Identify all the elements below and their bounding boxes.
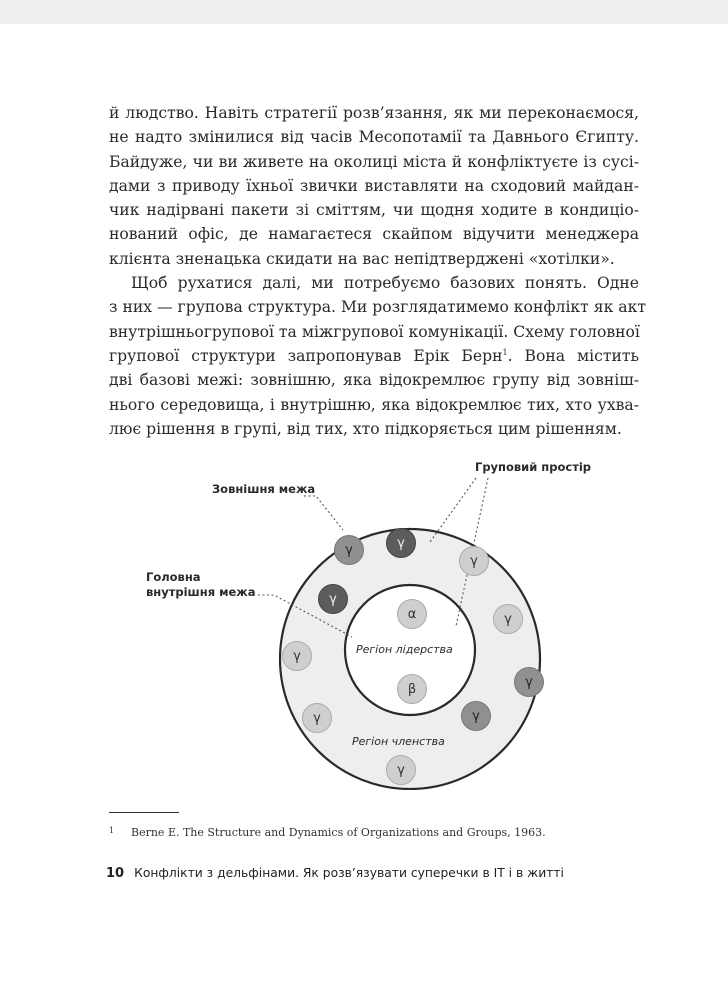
- text-line: Байдуже, чи ви живете на околиці міста й конфліктуєте із сусі-: [109, 152, 639, 171]
- gamma-node: γ: [282, 641, 312, 671]
- alpha-node: α: [397, 599, 427, 629]
- footnote-text: Berne E. The Structure and Dynamics of Organizations and Groups, 1963.: [131, 826, 546, 839]
- text-line: нього середовища, і внутрішню, яка відокремлює тих, хто ухва-: [109, 395, 639, 414]
- region-leadership-label: Регіон лідерства: [356, 643, 453, 656]
- region-membership-label: Регіон членства: [352, 735, 445, 748]
- gamma-node: γ: [493, 604, 523, 634]
- gamma-node: γ: [302, 703, 332, 733]
- footnote: [109, 826, 546, 839]
- label-inner-boundary-line2: внутрішня межа: [146, 585, 256, 599]
- top-bar: [0, 0, 728, 24]
- text-line-with-footnote: [109, 344, 639, 368]
- text-line: чик надірвані пакети зі сміттям, чи щодня ходите в кондиціо-: [109, 201, 639, 220]
- gamma-node: γ: [318, 584, 348, 614]
- gamma-node: γ: [461, 701, 491, 731]
- gamma-node: γ: [514, 667, 544, 697]
- gamma-node: γ: [459, 546, 489, 576]
- label-group-space: Груповий простір: [475, 460, 592, 474]
- footnote-reference[interactable]: 1: [502, 347, 508, 357]
- text-line: клієнта зненацька скидати на вас непідтверджені «хотілки».: [109, 249, 615, 268]
- text-line: внутрішньогрупової та міжгрупової комунікації. Схему головної: [109, 322, 640, 341]
- text-fragment: .: [507, 346, 525, 365]
- outer-boundary-leader: [304, 496, 343, 530]
- text-line: не надто змінилися від часів Месопотамії та Давнього Єгипту.: [109, 128, 639, 147]
- page-number: 10: [106, 866, 125, 881]
- gamma-node: γ: [334, 535, 364, 565]
- text-line: дами з приводу їхньої звички виставляти на сходовий майдан-: [109, 176, 639, 195]
- text-fragment: групової структури запропонував Ерік Берн: [109, 346, 503, 365]
- text-line: Щоб рухатися далі, ми потребуємо базових понять. Одне: [131, 274, 639, 293]
- text-line: й людство. Навіть стратегії розв’язання, як ми переконаємося,: [109, 104, 639, 122]
- text-line: з них — групова структура. Ми розглядатимемо конфлікт як акт: [109, 298, 646, 317]
- running-title: Конфлікти з дельфінами. Як розв’язувати суперечки в ІТ і в житті: [134, 866, 564, 880]
- text-line: нований офіс, де намагаєтеся скайпом відучити менеджера: [109, 225, 639, 244]
- page-footer: [106, 866, 564, 881]
- text-fragment: Вона містить: [524, 346, 639, 365]
- label-inner-boundary-line1: Головна: [146, 570, 201, 584]
- label-outer-boundary: Зовнішня межа: [212, 482, 316, 496]
- group-structure-diagram: [0, 450, 728, 790]
- beta-node: β: [397, 674, 427, 704]
- footnote-number: 1: [109, 826, 115, 835]
- text-line: лює рішення в групі, від тих, хто підкоряється цим рішенням.: [109, 419, 622, 438]
- gamma-node: γ: [386, 528, 416, 558]
- footnote-divider: [109, 812, 179, 813]
- body-text: [109, 101, 646, 441]
- text-line: дві базові межі: зовнішню, яка відокремлює групу від зовніш-: [109, 371, 639, 390]
- gamma-node: γ: [386, 755, 416, 785]
